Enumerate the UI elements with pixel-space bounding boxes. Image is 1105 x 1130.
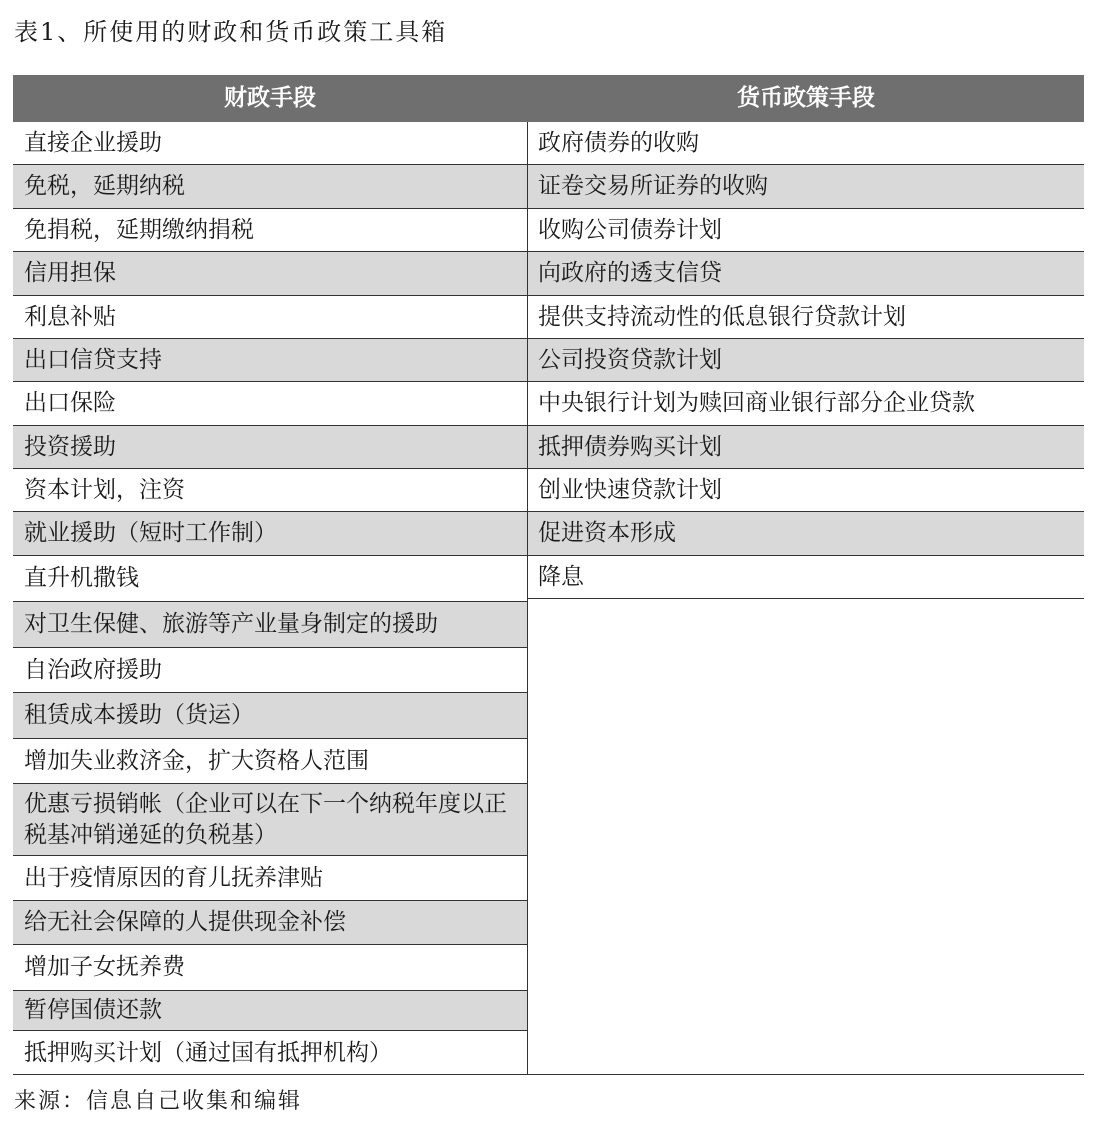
header-monetary: 货币政策手段 bbox=[737, 85, 875, 111]
fiscal-cell: 给无社会保障的人提供现金补偿 bbox=[13, 901, 527, 945]
monetary-cell: 政府债券的收购 bbox=[528, 122, 1084, 165]
fiscal-cell: 增加失业救济金，扩大资格人范围 bbox=[13, 739, 527, 784]
source-note: 来源：信息自己收集和编辑 bbox=[14, 1089, 303, 1114]
header-fiscal: 财政手段 bbox=[224, 85, 316, 111]
policy-toolbox-table bbox=[13, 75, 1084, 1075]
monetary-cell: 公司投资贷款计划 bbox=[528, 339, 1084, 382]
monetary-cell: 抵押债券购买计划 bbox=[528, 426, 1084, 469]
fiscal-cell: 对卫生保健、旅游等产业量身制定的援助 bbox=[13, 602, 527, 648]
table-caption: 表1、所使用的财政和货币政策工具箱 bbox=[14, 18, 448, 46]
fiscal-column bbox=[13, 122, 527, 1076]
fiscal-cell: 直升机撒钱 bbox=[13, 556, 527, 602]
fiscal-cell: 优惠亏损销帐（企业可以在下一个纳税年度以正税基冲销递延的负税基） bbox=[13, 784, 527, 856]
monetary-cell: 降息 bbox=[528, 556, 1084, 599]
fiscal-cell: 租赁成本援助（货运） bbox=[13, 693, 527, 739]
fiscal-cell: 增加子女抚养费 bbox=[13, 945, 527, 991]
fiscal-cell: 利息补贴 bbox=[13, 296, 527, 339]
fiscal-cell: 资本计划，注资 bbox=[13, 469, 527, 512]
fiscal-cell: 直接企业援助 bbox=[13, 122, 527, 165]
monetary-cell: 收购公司债券计划 bbox=[528, 209, 1084, 252]
monetary-cell: 向政府的透支信贷 bbox=[528, 252, 1084, 296]
fiscal-cell: 投资援助 bbox=[13, 426, 527, 469]
fiscal-cell: 就业援助（短时工作制） bbox=[13, 512, 527, 556]
fiscal-cell: 自治政府援助 bbox=[13, 648, 527, 693]
fiscal-cell: 出口信贷支持 bbox=[13, 339, 527, 382]
fiscal-cell: 免税，延期纳税 bbox=[13, 165, 527, 209]
fiscal-cell: 抵押购买计划（通过国有抵押机构） bbox=[24, 1040, 392, 1066]
monetary-cell: 中央银行计划为赎回商业银行部分企业贷款 bbox=[528, 382, 1084, 426]
table-header-row bbox=[13, 75, 1084, 122]
monetary-cell: 创业快速贷款计划 bbox=[528, 469, 1084, 512]
fiscal-cell: 免捐税，延期缴纳捐税 bbox=[13, 209, 527, 252]
monetary-cell: 证卷交易所证券的收购 bbox=[528, 165, 1084, 209]
fiscal-cell: 信用担保 bbox=[13, 252, 527, 296]
fiscal-cell: 出口保险 bbox=[13, 382, 527, 426]
monetary-cell: 促进资本形成 bbox=[528, 512, 1084, 556]
monetary-cell: 提供支持流动性的低息银行贷款计划 bbox=[528, 296, 1084, 339]
monetary-column bbox=[528, 122, 1084, 599]
fiscal-cell: 出于疫情原因的育儿抚养津贴 bbox=[13, 856, 527, 901]
fiscal-cell: 暂停国债还款 bbox=[13, 991, 527, 1031]
